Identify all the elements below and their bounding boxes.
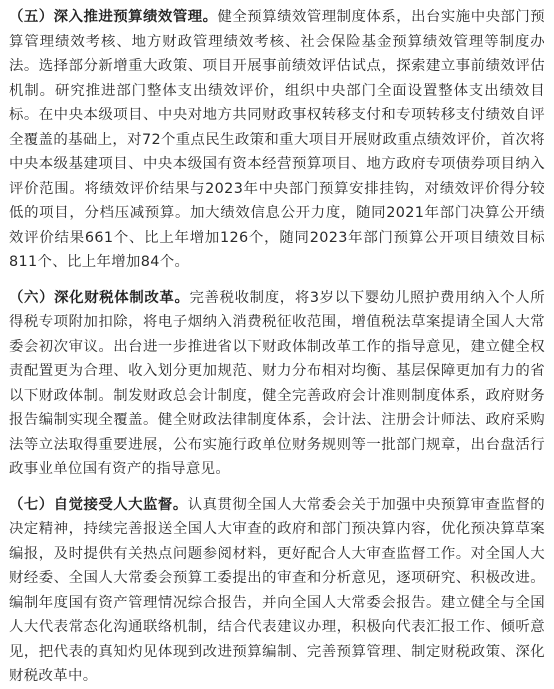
paragraph-body-five: 健全预算绩效管理制度体系，出台实施中央部门预算管理绩效考核、地方财政管理绩效考核、社会保险基金预算绩效管理等制度办法。选择部分新增重大政策、项目开展事前绩效评估试点，探索建立事前绩效评估机制。研究推进部门整体支出绩效评价，组织中央部门全面设置整体支出绩效目标。在中央本级项目、中央对地方共同财政事权转移支付和专项转移支付绩效自评全覆盖的基础上，对72个重点民生政策和重大项目开展财政重点绩效评价，首次将中央本级基建项目、中央本级国有资本经营预算项目、地方政府专项债券项目纳入评价范围。将绩效评价结果与2023年中央部门预算安排挂钩，对绩效评价得分较低的项目，分档压减预算。加大绩效信息公开力度，随同2021年部门决算公开绩效评价结果661个、比上年增加126个，随同2023年部门预算公开项目绩效目标811个、比上年增加84个。 — [9, 9, 546, 270]
section-heading-five: （五）深入推进预算绩效管理。 — [9, 9, 218, 25]
paragraph-npc-supervision — [9, 493, 545, 689]
paragraph-body-seven: 认真贯彻全国人大常委会关于加强中央预算审查监督的决定精神，持续完善报送全国人大审查的政府和部门预决算内容，优化预决算草案编报，及时提供有关热点问题参阅材料，更好配合人大审查监督工作。对全国人大财经委、全国人大常委会预算工委提出的审查和分析意见，逐项研究、积极改进。编制年度国有资产管理情况综合报告，并向全国人大常委会报告。建立健全与全国人大代表常态化沟通联络机制，结合代表建议办理，积极向代表汇报工作、倾听意见，把代表的真知灼见体现到改进预算编制、完善预算管理、制定财税政策、深化财税改革中。 — [9, 496, 545, 684]
paragraph-fiscal-reform — [9, 286, 545, 482]
section-heading-six: （六）深化财税体制改革。 — [9, 289, 190, 306]
section-heading-seven: （七）自觉接受人大监督。 — [9, 496, 188, 513]
paragraph-body-six: 完善税收制度，将3岁以下婴幼儿照护费用纳入个人所得税专项附加扣除，将电子烟纳入消费税征收范围，增值税法草案提请全国人大常委会初次审议。出台进一步推进省以下财政体制改革工作的指导意见，建立健全权责配置更为合理、收入划分更加规范、财力分布相对均衡、基层保障更加有力的省以下财政体制。制发财政总会计制度，健全完善政府会计准则制度体系，政府财务报告编制实现全覆盖。健全财政法律制度体系，会计法、注册会计师法、政府采购法等立法取得重要进展，公布实施行政单位财务规则等一批部门规章，出台盘活行政事业单位国有资产的指导意见。 — [9, 289, 545, 477]
paragraph-budget-performance — [9, 5, 545, 275]
